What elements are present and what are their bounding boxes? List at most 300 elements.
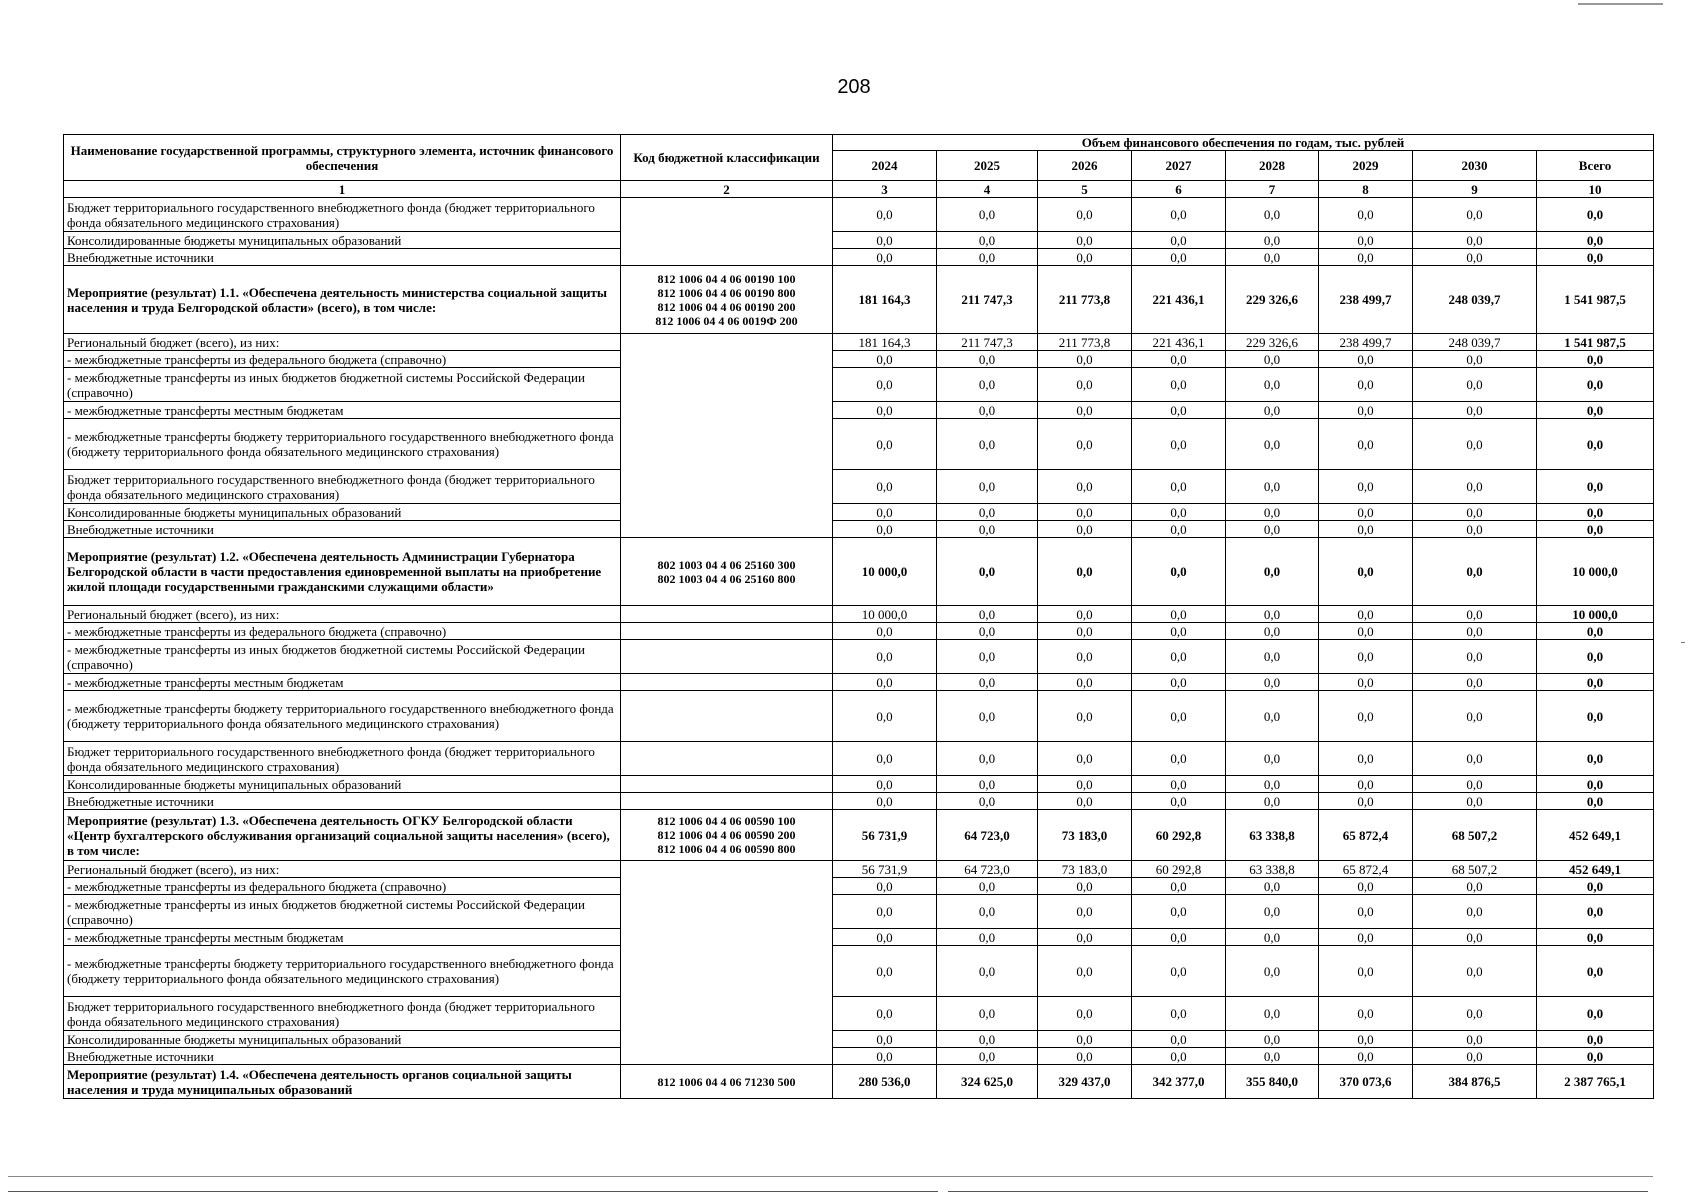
year-value: 229 326,6 bbox=[1226, 334, 1319, 351]
total-value: 0,0 bbox=[1537, 742, 1654, 776]
year-value: 0,0 bbox=[1413, 1031, 1537, 1048]
year-value: 324 625,0 bbox=[937, 1065, 1038, 1099]
year-value: 0,0 bbox=[1413, 538, 1537, 606]
year-value: 0,0 bbox=[937, 249, 1038, 266]
table-row bbox=[64, 946, 1654, 997]
header-year: 2030 bbox=[1413, 151, 1537, 181]
year-value: 0,0 bbox=[1132, 895, 1226, 929]
row-name: Консолидированные бюджеты муниципальных образований bbox=[64, 232, 621, 249]
year-value: 0,0 bbox=[937, 232, 1038, 249]
table-row bbox=[64, 351, 1654, 368]
year-value: 0,0 bbox=[1319, 198, 1413, 232]
year-value: 0,0 bbox=[833, 878, 937, 895]
total-value: 0,0 bbox=[1537, 1048, 1654, 1065]
row-name: Бюджет территориального государственного внебюджетного фонда (бюджет территориального фонда обязательного медицинского страхования) bbox=[64, 742, 621, 776]
table-row bbox=[64, 742, 1654, 776]
year-value: 0,0 bbox=[1132, 402, 1226, 419]
year-value: 68 507,2 bbox=[1413, 810, 1537, 861]
year-value: 0,0 bbox=[1038, 419, 1132, 470]
column-index: 9 bbox=[1413, 181, 1537, 198]
scan-mark bbox=[1681, 642, 1685, 643]
row-name: - межбюджетные трансферты местным бюджетам bbox=[64, 674, 621, 691]
row-name: Бюджет территориального государственного внебюджетного фонда (бюджет территориального фонда обязательного медицинского страхования) bbox=[64, 997, 621, 1031]
year-value: 0,0 bbox=[1038, 606, 1132, 623]
total-value: 0,0 bbox=[1537, 623, 1654, 640]
table-row bbox=[64, 419, 1654, 470]
year-value: 0,0 bbox=[833, 1031, 937, 1048]
year-value: 0,0 bbox=[1413, 198, 1537, 232]
year-value: 0,0 bbox=[937, 895, 1038, 929]
budget-code-empty bbox=[621, 623, 833, 640]
year-value: 0,0 bbox=[1132, 776, 1226, 793]
year-value: 0,0 bbox=[1038, 793, 1132, 810]
column-index: 10 bbox=[1537, 181, 1654, 198]
header-year: 2029 bbox=[1319, 151, 1413, 181]
year-value: 0,0 bbox=[1038, 623, 1132, 640]
header-name: Наименование государственной программы, структурного элемента, источник финансового обеспечения bbox=[64, 135, 621, 181]
year-value: 0,0 bbox=[1319, 521, 1413, 538]
year-value: 0,0 bbox=[1038, 742, 1132, 776]
table-row bbox=[64, 368, 1654, 402]
year-value: 0,0 bbox=[1038, 351, 1132, 368]
year-value: 0,0 bbox=[1319, 878, 1413, 895]
year-value: 0,0 bbox=[1038, 895, 1132, 929]
year-value: 211 773,8 bbox=[1038, 334, 1132, 351]
year-value: 0,0 bbox=[1132, 198, 1226, 232]
year-value: 0,0 bbox=[1226, 674, 1319, 691]
year-value: 0,0 bbox=[1319, 351, 1413, 368]
header-year: 2026 bbox=[1038, 151, 1132, 181]
year-value: 0,0 bbox=[1413, 776, 1537, 793]
year-value: 0,0 bbox=[937, 742, 1038, 776]
year-value: 0,0 bbox=[1226, 793, 1319, 810]
year-value: 0,0 bbox=[937, 997, 1038, 1031]
column-index: 2 bbox=[621, 181, 833, 198]
header-year: 2025 bbox=[937, 151, 1038, 181]
year-value: 0,0 bbox=[1226, 997, 1319, 1031]
year-value: 0,0 bbox=[1038, 504, 1132, 521]
year-value: 0,0 bbox=[1226, 691, 1319, 742]
year-value: 0,0 bbox=[1226, 1048, 1319, 1065]
year-value: 0,0 bbox=[1319, 504, 1413, 521]
year-value: 0,0 bbox=[833, 640, 937, 674]
year-value: 0,0 bbox=[1038, 198, 1132, 232]
year-value: 0,0 bbox=[1413, 742, 1537, 776]
table-row bbox=[64, 606, 1654, 623]
year-value: 0,0 bbox=[937, 674, 1038, 691]
year-value: 0,0 bbox=[937, 1048, 1038, 1065]
header-year: 2024 bbox=[833, 151, 937, 181]
year-value: 0,0 bbox=[1132, 470, 1226, 504]
total-value: 0,0 bbox=[1537, 793, 1654, 810]
year-value: 0,0 bbox=[1038, 538, 1132, 606]
year-value: 0,0 bbox=[1319, 929, 1413, 946]
year-value: 68 507,2 bbox=[1413, 861, 1537, 878]
year-value: 0,0 bbox=[937, 538, 1038, 606]
table-row bbox=[64, 691, 1654, 742]
year-value: 0,0 bbox=[1413, 640, 1537, 674]
total-value: 0,0 bbox=[1537, 674, 1654, 691]
year-value: 0,0 bbox=[1132, 946, 1226, 997]
row-name: - межбюджетные трансферты из федерального бюджета (справочно) bbox=[64, 623, 621, 640]
total-value: 452 649,1 bbox=[1537, 810, 1654, 861]
table-row bbox=[64, 674, 1654, 691]
table-row bbox=[64, 470, 1654, 504]
budget-code-empty bbox=[621, 776, 833, 793]
total-value: 0,0 bbox=[1537, 368, 1654, 402]
top-rule bbox=[1578, 3, 1663, 5]
year-value: 0,0 bbox=[1413, 419, 1537, 470]
year-value: 0,0 bbox=[1132, 640, 1226, 674]
year-value: 0,0 bbox=[833, 997, 937, 1031]
year-value: 0,0 bbox=[937, 521, 1038, 538]
year-value: 0,0 bbox=[1413, 674, 1537, 691]
year-value: 0,0 bbox=[833, 249, 937, 266]
year-value: 0,0 bbox=[937, 504, 1038, 521]
budget-code-empty bbox=[621, 861, 833, 1065]
table-row bbox=[64, 249, 1654, 266]
year-value: 0,0 bbox=[1319, 470, 1413, 504]
row-name: Мероприятие (результат) 1.3. «Обеспечена деятельность ОГКУ Белгородской области «Центр бухгалтерского обслуживания организаций социальной защиты населения» (всего), в том числе: bbox=[64, 810, 621, 861]
table-row bbox=[64, 504, 1654, 521]
year-value: 0,0 bbox=[1413, 878, 1537, 895]
year-value: 0,0 bbox=[937, 929, 1038, 946]
year-value: 0,0 bbox=[1413, 691, 1537, 742]
year-value: 0,0 bbox=[833, 351, 937, 368]
year-value: 0,0 bbox=[1319, 742, 1413, 776]
table-row bbox=[64, 266, 1654, 334]
year-value: 0,0 bbox=[833, 674, 937, 691]
year-value: 0,0 bbox=[1226, 878, 1319, 895]
table-row bbox=[64, 640, 1654, 674]
year-value: 0,0 bbox=[1226, 640, 1319, 674]
table-row bbox=[64, 929, 1654, 946]
bottom-rule bbox=[948, 1191, 1648, 1192]
budget-code: 812 1006 04 4 06 71230 500 bbox=[621, 1065, 833, 1099]
table-row bbox=[64, 776, 1654, 793]
year-value: 0,0 bbox=[1319, 249, 1413, 266]
year-value: 56 731,9 bbox=[833, 861, 937, 878]
column-index: 6 bbox=[1132, 181, 1226, 198]
year-value: 10 000,0 bbox=[833, 538, 937, 606]
year-value: 0,0 bbox=[1038, 640, 1132, 674]
header-total: Всего bbox=[1537, 151, 1654, 181]
year-value: 0,0 bbox=[1319, 691, 1413, 742]
year-value: 0,0 bbox=[1226, 249, 1319, 266]
table-row bbox=[64, 402, 1654, 419]
year-value: 0,0 bbox=[1319, 997, 1413, 1031]
year-value: 0,0 bbox=[1038, 470, 1132, 504]
row-name: - межбюджетные трансферты из иных бюджетов бюджетной системы Российской Федерации (справочно) bbox=[64, 368, 621, 402]
total-value: 0,0 bbox=[1537, 402, 1654, 419]
year-value: 0,0 bbox=[937, 946, 1038, 997]
year-value: 0,0 bbox=[833, 521, 937, 538]
year-value: 0,0 bbox=[1413, 623, 1537, 640]
table-row bbox=[64, 521, 1654, 538]
year-value: 0,0 bbox=[1038, 1048, 1132, 1065]
total-value: 0,0 bbox=[1537, 249, 1654, 266]
year-value: 0,0 bbox=[937, 623, 1038, 640]
row-name: Внебюджетные источники bbox=[64, 1048, 621, 1065]
year-value: 0,0 bbox=[1132, 249, 1226, 266]
year-value: 0,0 bbox=[937, 793, 1038, 810]
year-value: 56 731,9 bbox=[833, 810, 937, 861]
total-value: 0,0 bbox=[1537, 929, 1654, 946]
year-value: 329 437,0 bbox=[1038, 1065, 1132, 1099]
year-value: 0,0 bbox=[1413, 402, 1537, 419]
year-value: 221 436,1 bbox=[1132, 334, 1226, 351]
table-row bbox=[64, 232, 1654, 249]
year-value: 0,0 bbox=[833, 776, 937, 793]
year-value: 0,0 bbox=[1319, 419, 1413, 470]
year-value: 0,0 bbox=[1038, 368, 1132, 402]
year-value: 0,0 bbox=[937, 878, 1038, 895]
budget-code-empty bbox=[621, 793, 833, 810]
year-value: 0,0 bbox=[1413, 793, 1537, 810]
row-name: Региональный бюджет (всего), из них: bbox=[64, 334, 621, 351]
year-value: 0,0 bbox=[1413, 997, 1537, 1031]
budget-code-empty bbox=[621, 640, 833, 674]
budget-code-empty bbox=[621, 674, 833, 691]
year-value: 0,0 bbox=[937, 1031, 1038, 1048]
year-value: 0,0 bbox=[1319, 538, 1413, 606]
year-value: 0,0 bbox=[833, 368, 937, 402]
year-value: 0,0 bbox=[1132, 878, 1226, 895]
table-row bbox=[64, 1031, 1654, 1048]
year-value: 0,0 bbox=[1132, 1031, 1226, 1048]
year-value: 0,0 bbox=[833, 419, 937, 470]
total-value: 0,0 bbox=[1537, 504, 1654, 521]
year-value: 0,0 bbox=[1413, 895, 1537, 929]
year-value: 248 039,7 bbox=[1413, 266, 1537, 334]
year-value: 238 499,7 bbox=[1319, 334, 1413, 351]
year-value: 0,0 bbox=[1226, 946, 1319, 997]
year-value: 0,0 bbox=[1132, 623, 1226, 640]
year-value: 0,0 bbox=[1038, 674, 1132, 691]
year-value: 0,0 bbox=[1319, 640, 1413, 674]
year-value: 0,0 bbox=[1132, 1048, 1226, 1065]
year-value: 0,0 bbox=[833, 1048, 937, 1065]
row-name: Мероприятие (результат) 1.4. «Обеспечена деятельность органов социальной защиты населения и труда муниципальных образований bbox=[64, 1065, 621, 1099]
year-value: 0,0 bbox=[1319, 1031, 1413, 1048]
year-value: 60 292,8 bbox=[1132, 810, 1226, 861]
column-index: 7 bbox=[1226, 181, 1319, 198]
year-value: 73 183,0 bbox=[1038, 810, 1132, 861]
total-value: 1 541 987,5 bbox=[1537, 334, 1654, 351]
year-value: 0,0 bbox=[833, 402, 937, 419]
row-name: Внебюджетные источники bbox=[64, 521, 621, 538]
year-value: 64 723,0 bbox=[937, 861, 1038, 878]
year-value: 181 164,3 bbox=[833, 334, 937, 351]
row-name: - межбюджетные трансферты местным бюджетам bbox=[64, 402, 621, 419]
year-value: 0,0 bbox=[1413, 929, 1537, 946]
year-value: 0,0 bbox=[1038, 232, 1132, 249]
year-value: 0,0 bbox=[1132, 419, 1226, 470]
year-value: 0,0 bbox=[937, 351, 1038, 368]
year-value: 0,0 bbox=[833, 232, 937, 249]
year-value: 73 183,0 bbox=[1038, 861, 1132, 878]
year-value: 0,0 bbox=[1413, 470, 1537, 504]
year-value: 280 536,0 bbox=[833, 1065, 937, 1099]
total-value: 0,0 bbox=[1537, 470, 1654, 504]
table-row bbox=[64, 198, 1654, 232]
year-value: 0,0 bbox=[1226, 538, 1319, 606]
budget-code-empty bbox=[621, 691, 833, 742]
year-value: 0,0 bbox=[833, 946, 937, 997]
table-row bbox=[64, 895, 1654, 929]
year-value: 0,0 bbox=[1132, 521, 1226, 538]
table-row bbox=[64, 1065, 1654, 1099]
year-value: 0,0 bbox=[1132, 368, 1226, 402]
budget-code-empty bbox=[621, 334, 833, 538]
year-value: 65 872,4 bbox=[1319, 861, 1413, 878]
year-value: 0,0 bbox=[1132, 351, 1226, 368]
year-value: 0,0 bbox=[1226, 776, 1319, 793]
bottom-rule bbox=[8, 1176, 1653, 1177]
year-value: 10 000,0 bbox=[833, 606, 937, 623]
year-value: 0,0 bbox=[937, 470, 1038, 504]
year-value: 0,0 bbox=[1038, 249, 1132, 266]
budget-code-empty bbox=[621, 198, 833, 266]
header-volume: Объем финансового обеспечения по годам, тыс. рублей bbox=[833, 135, 1654, 151]
year-value: 0,0 bbox=[1038, 1031, 1132, 1048]
total-value: 0,0 bbox=[1537, 997, 1654, 1031]
total-value: 0,0 bbox=[1537, 198, 1654, 232]
year-value: 0,0 bbox=[1226, 521, 1319, 538]
year-value: 0,0 bbox=[1319, 402, 1413, 419]
budget-code-empty bbox=[621, 606, 833, 623]
header-year: 2028 bbox=[1226, 151, 1319, 181]
year-value: 0,0 bbox=[833, 691, 937, 742]
row-name: - межбюджетные трансферты бюджету территориального государственного внебюджетного фонда (бюджету территориального фонда обязательного медицинского страхования) bbox=[64, 691, 621, 742]
row-name: Консолидированные бюджеты муниципальных образований bbox=[64, 504, 621, 521]
row-name: Региональный бюджет (всего), из них: bbox=[64, 861, 621, 878]
year-value: 0,0 bbox=[1226, 1031, 1319, 1048]
budget-code: 802 1003 04 4 06 25160 300 802 1003 04 4 06 25160 800 bbox=[621, 538, 833, 606]
year-value: 0,0 bbox=[1132, 674, 1226, 691]
year-value: 0,0 bbox=[937, 198, 1038, 232]
year-value: 0,0 bbox=[937, 402, 1038, 419]
total-value: 452 649,1 bbox=[1537, 861, 1654, 878]
year-value: 0,0 bbox=[1319, 895, 1413, 929]
year-value: 0,0 bbox=[1319, 368, 1413, 402]
total-value: 0,0 bbox=[1537, 946, 1654, 997]
total-value: 0,0 bbox=[1537, 1031, 1654, 1048]
year-value: 0,0 bbox=[1038, 946, 1132, 997]
year-value: 0,0 bbox=[1413, 521, 1537, 538]
year-value: 0,0 bbox=[1226, 929, 1319, 946]
year-value: 0,0 bbox=[1413, 351, 1537, 368]
year-value: 0,0 bbox=[833, 895, 937, 929]
year-value: 0,0 bbox=[1132, 538, 1226, 606]
row-name: - межбюджетные трансферты бюджету территориального государственного внебюджетного фонда (бюджету территориального фонда обязательного медицинского страхования) bbox=[64, 946, 621, 997]
table-row bbox=[64, 997, 1654, 1031]
column-index: 3 bbox=[833, 181, 937, 198]
year-value: 0,0 bbox=[1319, 674, 1413, 691]
year-value: 342 377,0 bbox=[1132, 1065, 1226, 1099]
total-value: 0,0 bbox=[1537, 878, 1654, 895]
year-value: 0,0 bbox=[1132, 742, 1226, 776]
year-value: 0,0 bbox=[1132, 997, 1226, 1031]
year-value: 0,0 bbox=[1226, 504, 1319, 521]
year-value: 0,0 bbox=[1226, 623, 1319, 640]
year-value: 0,0 bbox=[937, 640, 1038, 674]
year-value: 0,0 bbox=[1226, 606, 1319, 623]
table-body bbox=[64, 198, 1654, 1099]
year-value: 64 723,0 bbox=[937, 810, 1038, 861]
row-name: - межбюджетные трансферты местным бюджетам bbox=[64, 929, 621, 946]
year-value: 0,0 bbox=[1226, 402, 1319, 419]
year-value: 211 747,3 bbox=[937, 334, 1038, 351]
year-value: 0,0 bbox=[937, 368, 1038, 402]
year-value: 63 338,8 bbox=[1226, 810, 1319, 861]
year-value: 0,0 bbox=[833, 470, 937, 504]
table-row bbox=[64, 878, 1654, 895]
year-value: 181 164,3 bbox=[833, 266, 937, 334]
year-value: 0,0 bbox=[1413, 606, 1537, 623]
total-value: 0,0 bbox=[1537, 419, 1654, 470]
row-name: - межбюджетные трансферты из федерального бюджета (справочно) bbox=[64, 351, 621, 368]
year-value: 0,0 bbox=[1319, 232, 1413, 249]
column-index: 8 bbox=[1319, 181, 1413, 198]
financing-table bbox=[63, 134, 1654, 1099]
year-value: 0,0 bbox=[1132, 504, 1226, 521]
year-value: 0,0 bbox=[1132, 793, 1226, 810]
year-value: 0,0 bbox=[833, 623, 937, 640]
year-value: 0,0 bbox=[1226, 232, 1319, 249]
row-name: - межбюджетные трансферты из федерального бюджета (справочно) bbox=[64, 878, 621, 895]
budget-code-empty bbox=[621, 742, 833, 776]
year-value: 0,0 bbox=[1038, 521, 1132, 538]
year-value: 0,0 bbox=[1226, 198, 1319, 232]
year-value: 238 499,7 bbox=[1319, 266, 1413, 334]
table-row bbox=[64, 623, 1654, 640]
year-value: 60 292,8 bbox=[1132, 861, 1226, 878]
header-year: 2027 bbox=[1132, 151, 1226, 181]
year-value: 211 773,8 bbox=[1038, 266, 1132, 334]
total-value: 10 000,0 bbox=[1537, 538, 1654, 606]
year-value: 0,0 bbox=[1038, 878, 1132, 895]
bottom-rule bbox=[8, 1191, 938, 1192]
budget-code: 812 1006 04 4 06 00590 100 812 1006 04 4 06 00590 200 812 1006 04 4 06 00590 800 bbox=[621, 810, 833, 861]
year-value: 0,0 bbox=[1038, 691, 1132, 742]
year-value: 65 872,4 bbox=[1319, 810, 1413, 861]
year-value: 0,0 bbox=[1319, 946, 1413, 997]
year-value: 0,0 bbox=[1413, 1048, 1537, 1065]
row-name: Мероприятие (результат) 1.1. «Обеспечена деятельность министерства социальной защиты населения и труда Белгородской области» (всего), в том числе: bbox=[64, 266, 621, 334]
total-value: 0,0 bbox=[1537, 521, 1654, 538]
column-index: 1 bbox=[64, 181, 621, 198]
year-value: 0,0 bbox=[1132, 606, 1226, 623]
year-value: 248 039,7 bbox=[1413, 334, 1537, 351]
table-row bbox=[64, 334, 1654, 351]
year-value: 0,0 bbox=[1319, 776, 1413, 793]
year-value: 0,0 bbox=[1413, 504, 1537, 521]
year-value: 0,0 bbox=[833, 793, 937, 810]
year-value: 0,0 bbox=[833, 504, 937, 521]
header-code: Код бюджетной классификации bbox=[621, 135, 833, 181]
budget-code: 812 1006 04 4 06 00190 100 812 1006 04 4 06 00190 800 812 1006 04 4 06 00190 200 812 1006 04 4 06 0019Ф 200 bbox=[621, 266, 833, 334]
year-value: 0,0 bbox=[1413, 946, 1537, 997]
total-value: 10 000,0 bbox=[1537, 606, 1654, 623]
total-value: 0,0 bbox=[1537, 232, 1654, 249]
year-value: 0,0 bbox=[1038, 997, 1132, 1031]
row-name: Консолидированные бюджеты муниципальных образований bbox=[64, 776, 621, 793]
total-value: 0,0 bbox=[1537, 351, 1654, 368]
year-value: 0,0 bbox=[1413, 368, 1537, 402]
row-name: Внебюджетные источники bbox=[64, 249, 621, 266]
year-value: 0,0 bbox=[937, 776, 1038, 793]
